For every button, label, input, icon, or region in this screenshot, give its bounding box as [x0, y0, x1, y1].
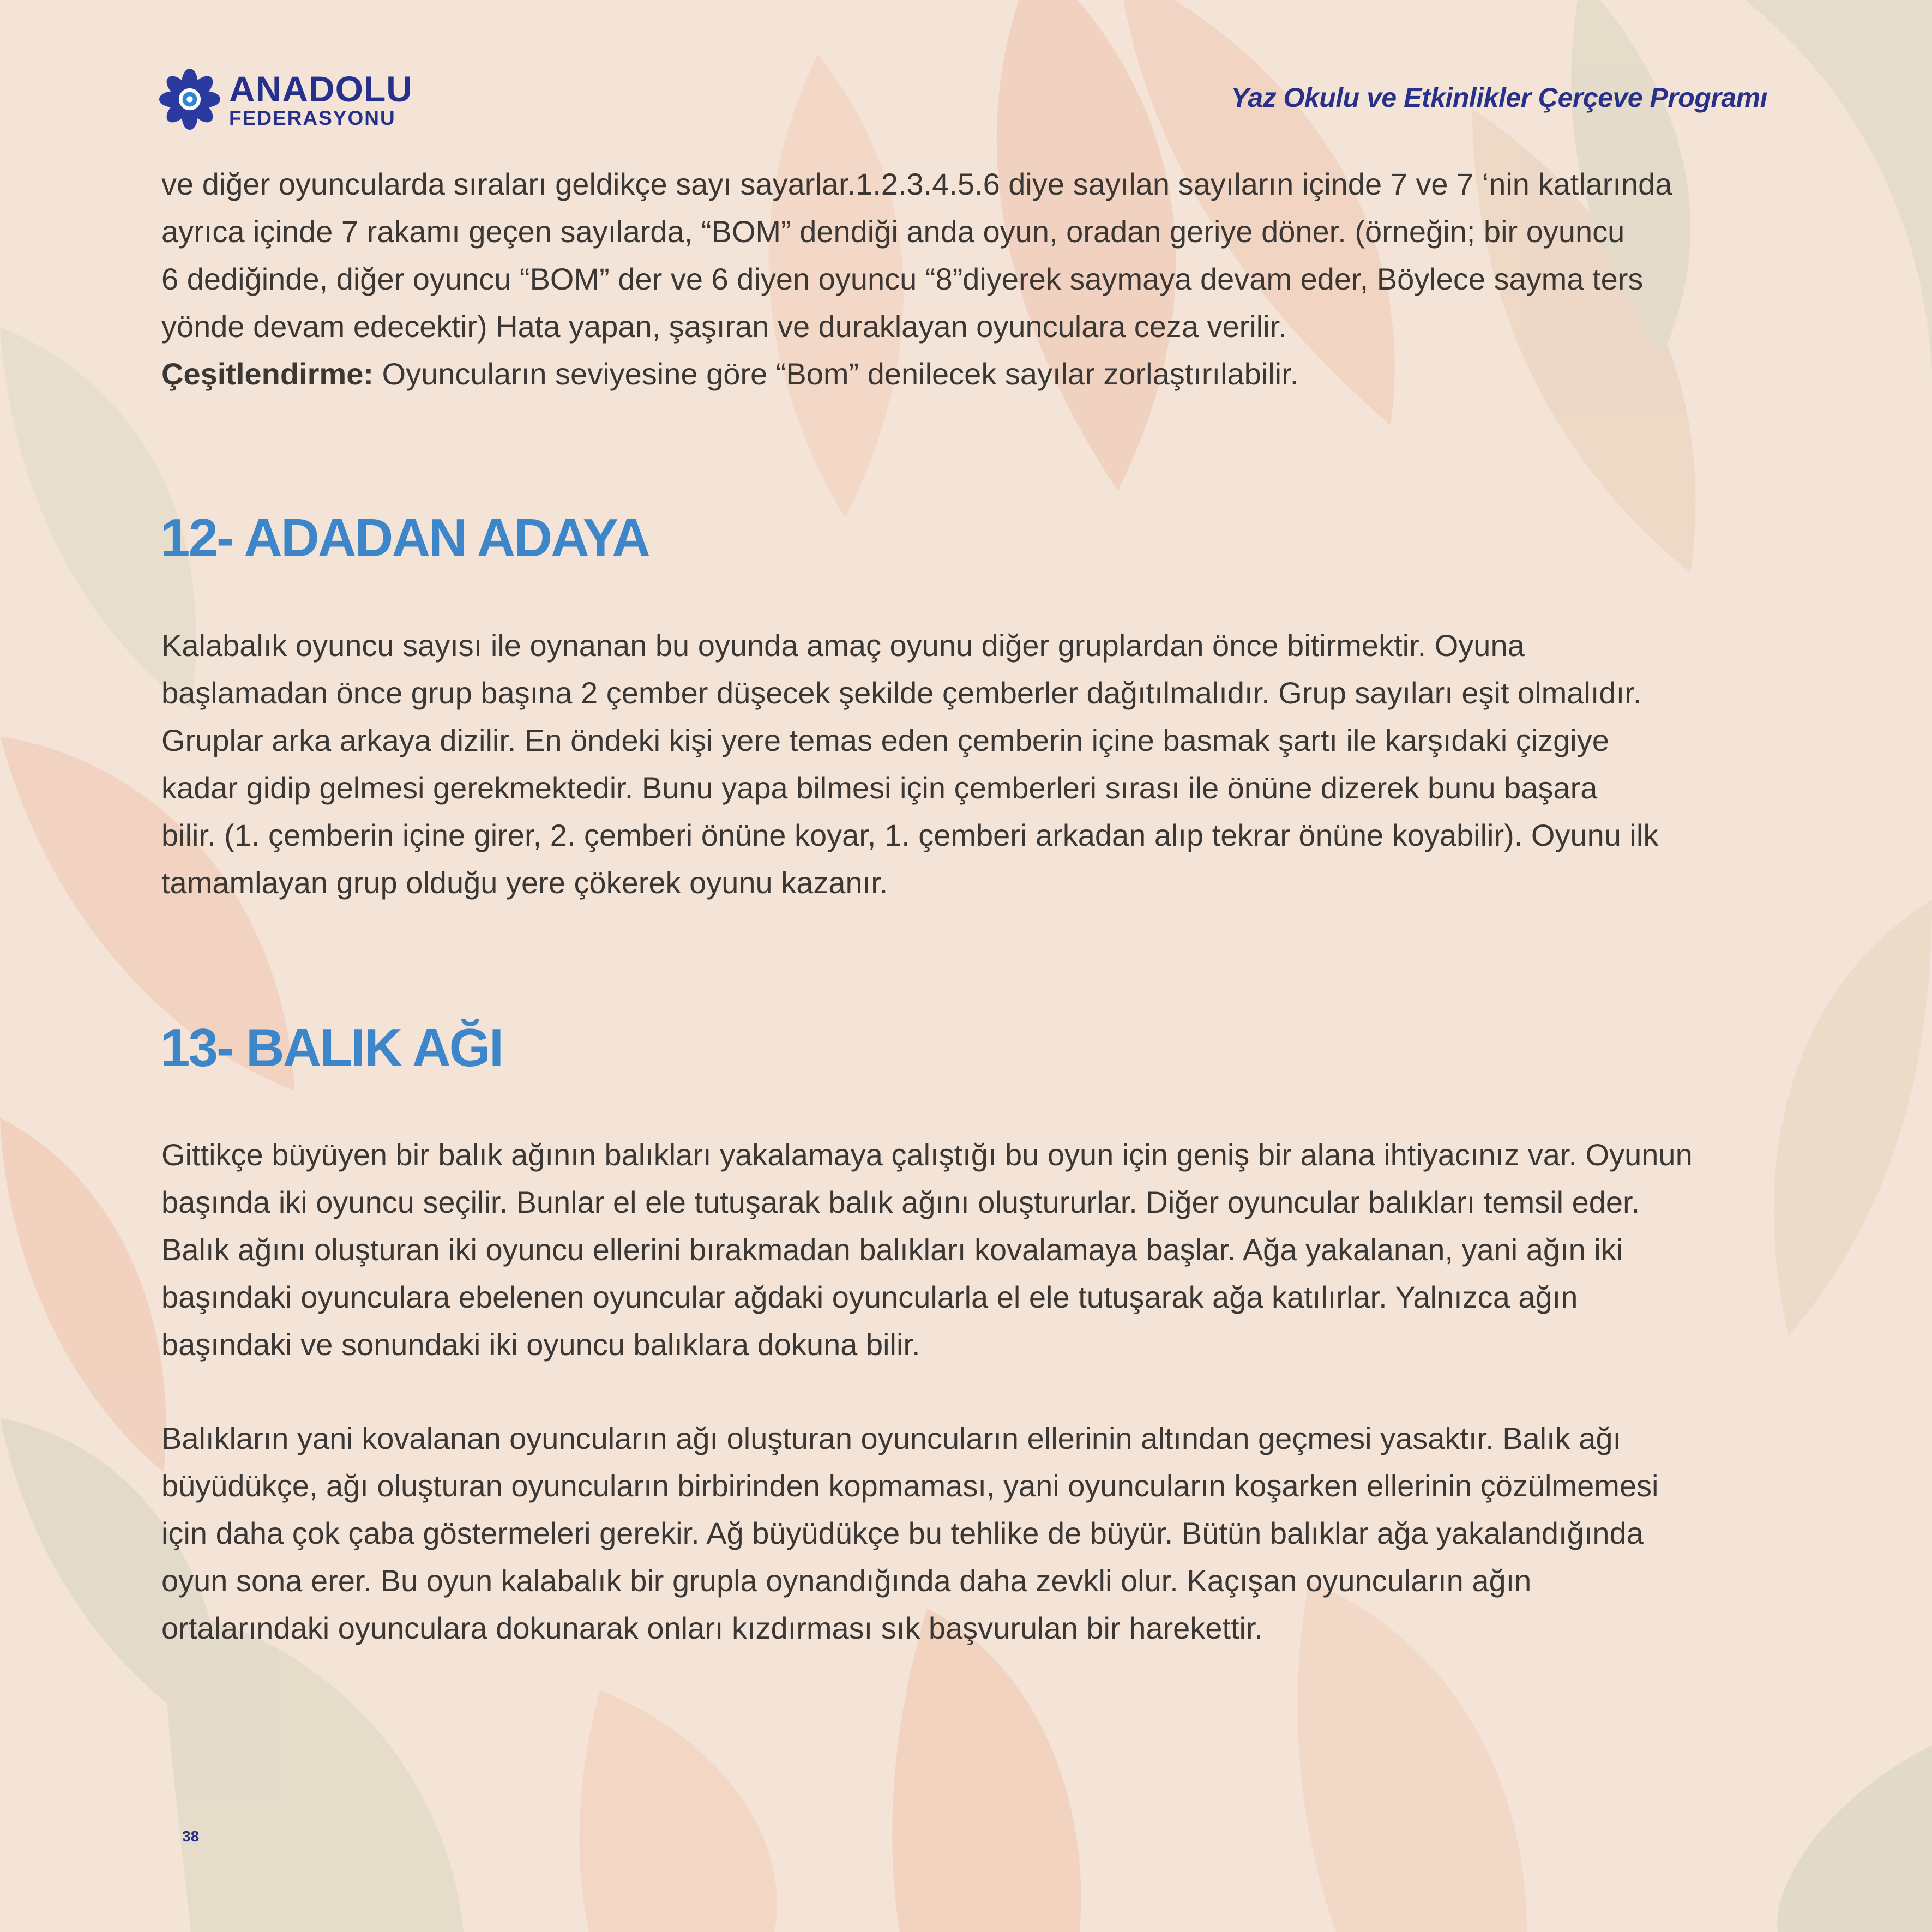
text-line: ve diğer oyuncularda sıraları geldikçe sayı sayarlar.1.2.3.4.5.6 diye sayılan sayıların içinde 7 ve 7 ‘nin katlarında: [161, 167, 1672, 201]
intro-paragraph: [161, 160, 1786, 398]
text-line: yönde devam edecektir) Hata yapan, şaşıran ve duraklayan oyunculara ceza verilir.: [161, 309, 1287, 344]
text-line: başlamadan önce grup başına 2 çember düşecek şekilde çemberler dağıtılmalıdır. Grup sayıları eşit olmalıdır.: [161, 676, 1642, 710]
text-line: Balıkların yani kovalanan oyuncuların ağı oluşturan oyuncuların ellerinin altından geçmesi yasaktır. Balık ağı: [161, 1421, 1622, 1455]
text-line: Gruplar arka arkaya dizilir. En öndeki kişi yere temas eden çemberin içine basmak şartı ile karşıdaki çizgiye: [161, 723, 1609, 757]
variation-text: Oyuncuların seviyesine göre “Bom” denilecek sayılar zorlaştırılabilir.: [374, 357, 1299, 391]
variation-line: [161, 350, 1786, 398]
text-line: Kalabalık oyuncu sayısı ile oynanan bu oyunda amaç oyunu diğer gruplardan önce bitirmektir. Oyuna: [161, 628, 1525, 663]
text-line: için daha çok çaba göstermeleri gerekir. Ağ büyüdükçe bu tehlike de büyür. Bütün balıklar ağa yakalandığında: [161, 1516, 1644, 1550]
text-line: kadar gidip gelmesi gerekmektedir. Bunu yapa bilmesi için çemberleri sırası ile önüne dizerek bunu başara: [161, 771, 1598, 805]
text-line: büyüdükçe, ağı oluşturan oyuncuların birbirinden kopmaması, yani oyuncuların koşarken ellerinin çözülmemesi: [161, 1468, 1659, 1503]
logo-name: ANADOLU: [229, 68, 413, 109]
header-title: Yaz Okulu ve Etkinlikler Çerçeve Programı: [1231, 82, 1767, 113]
flower-logo-icon: [159, 69, 220, 130]
text-line: ortalarındaki oyunculara dokunarak onları kızdırması sık başvurulan bir harekettir.: [161, 1611, 1263, 1645]
text-line: bilir. (1. çemberin içine girer, 2. çemberi önüne koyar, 1. çemberi arkadan alıp tekrar önüne koyabilir). Oyunu ilk: [161, 818, 1659, 852]
variation-label: Çeşitlendirme:: [161, 357, 374, 391]
text-line: tamamlayan grup olduğu yere çökerek oyunu kazanır.: [161, 865, 888, 900]
text-line: başında iki oyuncu seçilir. Bunlar el ele tutuşarak balık ağını oluştururlar. Diğer oyuncular balıkları temsil eder.: [161, 1185, 1640, 1219]
section-12-heading: 12- ADADAN ADAYA: [160, 508, 649, 568]
text-line: Balık ağını oluşturan iki oyuncu ellerini bırakmadan balıkları kovalamaya başlar. Ağa yakalanan, yani ağın iki: [161, 1232, 1623, 1267]
section-13-paragraph-1: [161, 1131, 1786, 1368]
logo-subtitle: FEDERASYONU: [229, 106, 396, 129]
text-line: oyun sona erer. Bu oyun kalabalık bir grupla oynandığında daha zevkli olur. Kaçışan oyuncuların ağın: [161, 1563, 1532, 1598]
section-13-paragraph-2: [161, 1415, 1786, 1652]
text-line: ayrıca içinde 7 rakamı geçen sayılarda, “BOM” dendiği anda oyun, oradan geriye döner. (örneğin; bir oyuncu: [161, 214, 1625, 249]
text-line: Gittikçe büyüyen bir balık ağının balıkları yakalamaya çalıştığı bu oyun için geniş bir alana ihtiyacınız var. Oyunun: [161, 1137, 1693, 1172]
brand-logo: [159, 69, 413, 130]
text-line: 6 dediğinde, diğer oyuncu “BOM” der ve 6 diyen oyuncu “8”diyerek saymaya devam eder, Böylece sayma ters: [161, 262, 1644, 296]
section-13-heading: 13- BALIK AĞI: [160, 1018, 503, 1078]
page-number: 38: [182, 1828, 200, 1845]
text-line: başındaki oyunculara ebelenen oyuncular ağdaki oyuncularla el ele tutuşarak ağa katılırlar. Yalnızca ağın: [161, 1280, 1578, 1314]
text-line: başındaki ve sonundaki iki oyuncu balıklara dokuna bilir.: [161, 1327, 920, 1362]
section-12-paragraph: [161, 622, 1786, 906]
